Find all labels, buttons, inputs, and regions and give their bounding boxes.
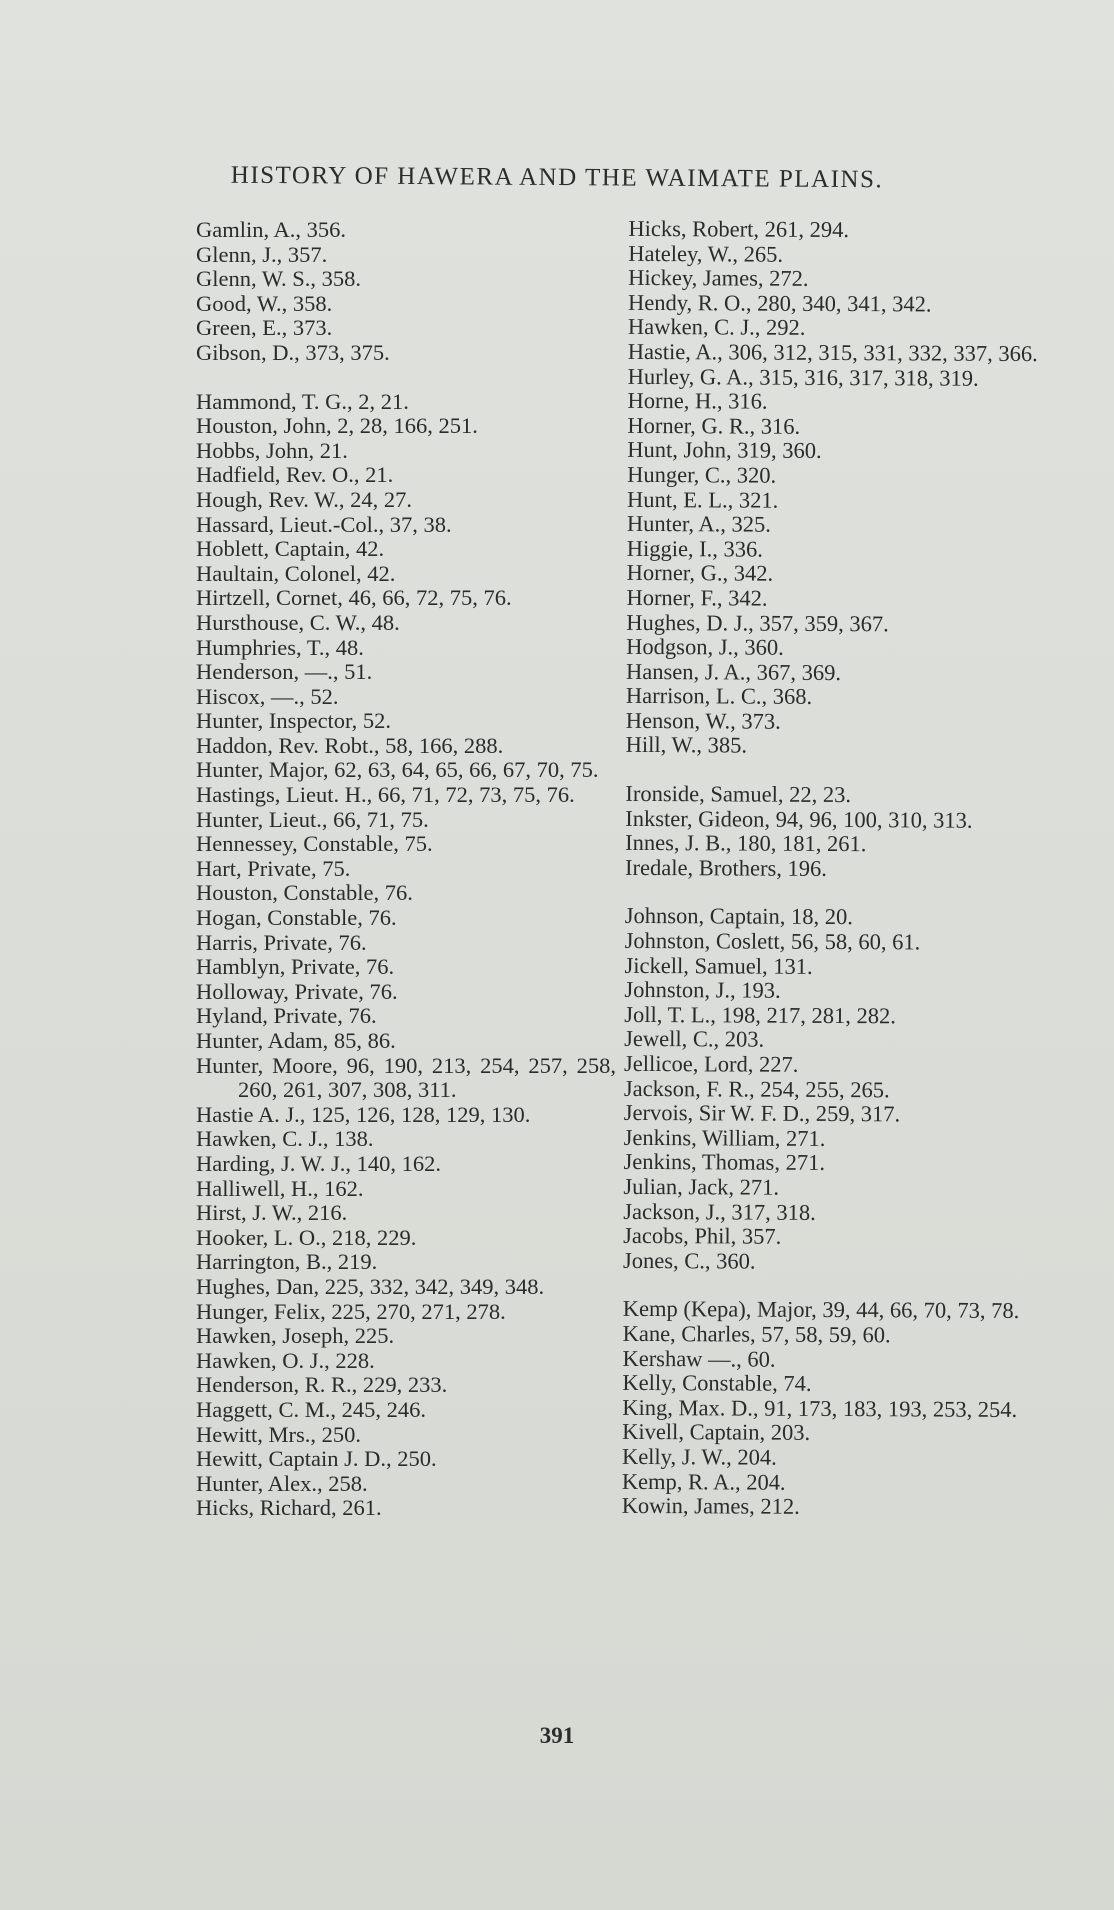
index-entry: Horner, G. R., 316. bbox=[627, 412, 801, 439]
index-entry: Johnston, Coslett, 56, 58, 60, 61. bbox=[624, 927, 921, 955]
index-entry: Kershaw —., 60. bbox=[622, 1345, 776, 1372]
index-entry: Hirtzell, Cornet, 46, 66, 72, 75, 76. bbox=[196, 585, 512, 611]
index-entry: Halliwell, H., 162. bbox=[196, 1175, 364, 1201]
index-entry: Hunter, Inspector, 52. bbox=[196, 708, 392, 734]
running-header: HISTORY OF HAWERA AND THE WAIMATE PLAINS. bbox=[230, 161, 884, 194]
index-entry: Hunter, Adam, 85, 86. bbox=[196, 1028, 396, 1053]
index-entry: Kivell, Captain, 203. bbox=[622, 1419, 811, 1446]
index-entry: Jackson, F. R., 254, 255, 265. bbox=[623, 1075, 890, 1102]
index-entry: Hastie, A., 306, 312, 315, 331, 332, 337, 366. bbox=[627, 338, 1038, 367]
index-entry: Hunger, C., 320. bbox=[627, 461, 777, 488]
index-entry: Kane, Charles, 57, 58, 59, 60. bbox=[622, 1320, 891, 1348]
index-entry: Hennessey, Constable, 75. bbox=[196, 831, 433, 857]
index-entry: Glenn, W. S., 358. bbox=[196, 266, 362, 292]
index-entry: Hadfield, Rev. O., 21. bbox=[196, 462, 394, 488]
index-entry: Hobbs, John, 21. bbox=[196, 437, 348, 463]
index-entry: Jenkins, William, 271. bbox=[623, 1124, 826, 1151]
index-entry: Hunger, Felix, 225, 270, 271, 278. bbox=[196, 1298, 506, 1324]
index-entry: Hicks, Robert, 261, 294. bbox=[628, 215, 850, 243]
index-entry: Hastie A. J., 125, 126, 128, 129, 130. bbox=[196, 1101, 531, 1127]
index-entry: Hoblett, Captain, 42. bbox=[196, 536, 385, 562]
index-entry: Julian, Jack, 271. bbox=[623, 1173, 780, 1200]
index-column-left bbox=[196, 218, 616, 1545]
index-section bbox=[626, 217, 1049, 760]
index-entry: Ironside, Samuel, 22, 23. bbox=[625, 780, 852, 808]
index-entry: Hough, Rev. W., 24, 27. bbox=[196, 486, 413, 512]
index-entry: Harrington, B., 219. bbox=[196, 1249, 378, 1275]
index-entry: Haddon, Rev. Robt., 58, 166, 288. bbox=[196, 732, 504, 758]
index-entry: Kelly, Constable, 74. bbox=[622, 1370, 812, 1397]
index-entry: Harrison, L. C., 368. bbox=[625, 683, 813, 710]
index-entry: Henson, W., 373. bbox=[625, 707, 781, 734]
index-entry: Hendy, R. O., 280, 340, 341, 342. bbox=[627, 289, 932, 317]
index-entry: Hodgson, J., 360. bbox=[626, 633, 784, 660]
page-number: 391 bbox=[539, 1723, 575, 1748]
index-entry: Hewitt, Captain J. D., 250. bbox=[196, 1446, 437, 1472]
index-entry: Hunter, Alex., 258. bbox=[196, 1470, 368, 1496]
index-column-right bbox=[622, 217, 1049, 1545]
index-entry: Joll, T. L., 198, 217, 281, 282. bbox=[624, 1001, 897, 1029]
index-entry: Good, W., 358. bbox=[196, 290, 333, 316]
index-entry: Innes, J. B., 180, 181, 261. bbox=[625, 830, 867, 857]
index-section bbox=[196, 390, 616, 1521]
index-section bbox=[625, 782, 1046, 883]
index-entry: Johnson, Captain, 18, 20. bbox=[624, 903, 854, 930]
index-entry: Hansen, J. A., 367, 369. bbox=[626, 658, 842, 685]
index-entry: Hill, W., 385. bbox=[625, 732, 748, 759]
index-entry: Henderson, —., 51. bbox=[196, 659, 373, 685]
index-entry: Hewitt, Mrs., 250. bbox=[196, 1421, 361, 1447]
index-entry: Jenkins, Thomas, 271. bbox=[623, 1149, 826, 1176]
index-entry: Kemp, R. A., 204. bbox=[621, 1468, 786, 1495]
index-entry: Hamblyn, Private, 76. bbox=[196, 954, 395, 980]
index-entry: Kemp (Kepa), Major, 39, 44, 66, 70, 73, 78. bbox=[622, 1296, 1020, 1324]
index-entry: Hawken, Joseph, 225. bbox=[196, 1323, 395, 1349]
index-entry: Iredale, Brothers, 196. bbox=[625, 854, 827, 881]
index-section bbox=[622, 1297, 1043, 1521]
index-entry: Hastings, Lieut. H., 66, 71, 72, 73, 75, 76. bbox=[196, 782, 575, 808]
index-entry: Hirst, J. W., 216. bbox=[196, 1200, 348, 1226]
index-entry: Hateley, W., 265. bbox=[628, 240, 784, 267]
index-entry: Hawken, C. J., 138. bbox=[196, 1126, 374, 1152]
index-entry: Kowin, James, 212. bbox=[621, 1492, 800, 1519]
index-entry: Henderson, R. R., 229, 233. bbox=[196, 1372, 448, 1398]
index-entry: Gibson, D., 373, 375. bbox=[196, 339, 390, 365]
index-entry: Humphries, T., 48. bbox=[196, 634, 364, 660]
index-entry: Hawken, C. J., 292. bbox=[627, 314, 806, 341]
index-entry: Hunt, John, 319, 360. bbox=[627, 437, 822, 464]
index-entry: Hassard, Lieut.-Col., 37, 38. bbox=[196, 511, 452, 537]
index-entry: Houston, John, 2, 28, 166, 251. bbox=[196, 413, 478, 439]
index-entry: Jones, C., 360. bbox=[622, 1247, 756, 1274]
index-entry: Hunter, A., 325. bbox=[626, 511, 772, 537]
index-entry: Harris, Private, 76. bbox=[196, 929, 367, 955]
index-entry: Haggett, C. M., 245, 246. bbox=[196, 1396, 426, 1422]
index-entry: Holloway, Private, 76. bbox=[196, 978, 398, 1004]
index-entry: King, Max. D., 91, 173, 183, 193, 253, 254. bbox=[622, 1394, 1018, 1422]
index-entry: Houston, Constable, 76. bbox=[196, 880, 413, 906]
index-entry: Hiscox, —., 52. bbox=[196, 683, 339, 709]
index-entry: Hawken, O. J., 228. bbox=[196, 1347, 375, 1373]
index-entry: Glenn, J., 357. bbox=[196, 241, 328, 267]
index-entry: Jellicoe, Lord, 227. bbox=[623, 1050, 799, 1077]
index-entry: Hughes, D. J., 357, 359, 367. bbox=[626, 609, 889, 636]
index-entry: Hurley, G. A., 315, 316, 317, 318, 319. bbox=[627, 363, 979, 391]
index-entry: Horne, H., 316. bbox=[627, 388, 768, 414]
index-entry: Hursthouse, C. W., 48. bbox=[196, 609, 400, 635]
index-section bbox=[196, 218, 616, 366]
index-entry: Jewell, C., 203. bbox=[624, 1026, 765, 1053]
index-entry: Jickell, Samuel, 131. bbox=[624, 952, 813, 979]
index-entry: Gamlin, A., 356. bbox=[196, 217, 346, 242]
index-entry: Kelly, J. W., 204. bbox=[621, 1443, 777, 1470]
index-entry: Inkster, Gideon, 94, 96, 100, 310, 313. bbox=[625, 805, 973, 833]
index-entry: Jackson, J., 317, 318. bbox=[623, 1198, 816, 1225]
index-entry: Hunter, Lieut., 66, 71, 75. bbox=[196, 806, 429, 832]
index-entry: Green, E., 373. bbox=[196, 315, 333, 341]
index-entry: Hicks, Richard, 261. bbox=[196, 1495, 382, 1521]
index-entry: Horner, F., 342. bbox=[626, 584, 768, 611]
index-entry: Hooker, L. O., 218, 229. bbox=[196, 1224, 417, 1250]
index-entry: Haultain, Colonel, 42. bbox=[196, 560, 396, 586]
index-entry: Higgie, I., 336. bbox=[626, 535, 764, 562]
index-entry: Hart, Private, 75. bbox=[196, 855, 351, 881]
index-entry: Harding, J. W. J., 140, 162. bbox=[196, 1150, 442, 1176]
index-entry: Jervois, Sir W. F. D., 259, 317. bbox=[623, 1100, 901, 1127]
index-entry: Hammond, T. G., 2, 21. bbox=[196, 388, 409, 414]
index-entry: Jacobs, Phil, 357. bbox=[623, 1223, 782, 1249]
index-entry: Hunter, Moore, 96, 190, 213, 254, 257, 258, 260, 261, 307, 308, 311. bbox=[196, 1052, 616, 1103]
index-entry: Horner, G., 342. bbox=[626, 560, 774, 586]
index-entry: Hunter, Major, 62, 63, 64, 65, 66, 67, 70, 75. bbox=[196, 757, 599, 783]
index-entry: Hickey, James, 272. bbox=[628, 265, 809, 292]
index-entry: Johnston, J., 193. bbox=[624, 977, 781, 1003]
index-entry: Hughes, Dan, 225, 332, 342, 349, 348. bbox=[196, 1273, 545, 1299]
index-section bbox=[623, 904, 1045, 1275]
index-entry: Hunt, E. L., 321. bbox=[626, 486, 779, 513]
index-entry: Hyland, Private, 76. bbox=[196, 1003, 377, 1029]
index-entry: Hogan, Constable, 76. bbox=[196, 905, 397, 931]
